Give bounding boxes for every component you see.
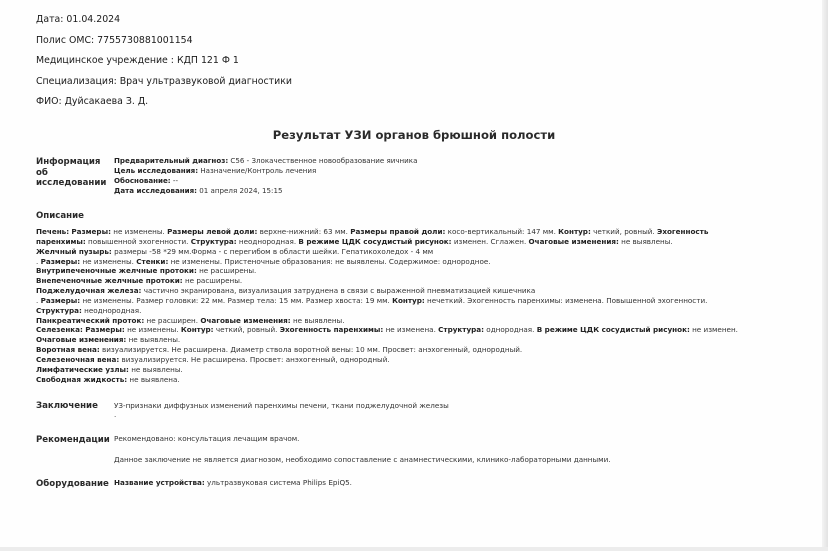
specialization: Специализация: Врач ультразвуковой диагностики (36, 76, 292, 87)
equipment-device: Название устройства: ультразвуковая система Philips EpiQ5. (114, 478, 352, 487)
oms-policy: Полис ОМС: 7755730881001154 (36, 35, 193, 46)
document-title: Результат УЗИ органов брюшной полости (272, 128, 556, 142)
free-fluid: Свободная жидкость: не выявлена. (36, 374, 180, 384)
gallbladder-line-2: . Размеры: не изменены. Стенки: не изменены. Пристеночные образования: не выявлены. Содержимое: однородное. (36, 256, 491, 266)
spleen-focal-changes: Очаговые изменения: не выявлены. (36, 335, 181, 345)
extrahepatic-ducts: Внепеченочные желчные протоки: не расширены. (36, 276, 243, 286)
recommendations-label: Рекомендации (36, 435, 110, 445)
info-section (114, 156, 417, 196)
description-body (36, 227, 816, 385)
liver-line-2: паренхимы: повышенной эхогенности. Структура: неоднородная. В режиме ЦДК сосудистый рисунок: изменен. Сглажен. Очаговые изменения: не выявлены. (36, 236, 673, 246)
equipment-label: Оборудование (36, 479, 109, 489)
recommendations-text: Рекомендовано: консультация лечащим врачом. (114, 434, 300, 443)
lymph-nodes: Лимфатические узлы: не выявлены. (36, 364, 183, 374)
intrahepatic-ducts: Внутрипеченочные желчные протоки: не расширены. (36, 266, 257, 276)
pancreas-structure: Структура: неоднородная. (36, 305, 142, 315)
page-edge-bottom (0, 547, 828, 551)
info-section-label: Информация об исследовании (36, 157, 107, 188)
study-basis: Обоснование: -- (114, 176, 179, 185)
liver-line-1: Печень: Размеры: не изменены. Размеры левой доли: верхне-нижний: 63 мм. Размеры правой доли: косо-вертикальный: 147 мм. Контур: четкий, ровный. Эхогенность (36, 227, 709, 236)
patient-name: ФИО: Дуйсакаева З. Д. (36, 96, 149, 107)
conclusion-label: Заключение (36, 401, 98, 411)
spleen-line-1: Селезенка: Размеры: не изменены. Контур: четкий, ровный. Эхогенность паренхимы: не изменена. Структура: однородная. В режиме ЦДК сосудистый рисунок: не изменен. (36, 325, 738, 335)
description-label: Описание (36, 211, 84, 221)
study-goal: Цель исследования: Назначение/Контроль лечения (114, 166, 317, 175)
splenic-vein: Селезеночная вена: визуализируется. Не расширена. Просвет: анэхогенный, однородный. (36, 354, 390, 364)
portal-vein: Воротная вена: визуализируется. Не расширена. Диаметр ствола воротной вены: 10 мм. Просвет: анэхогенный, однородный. (36, 345, 523, 355)
study-date: Дата исследования: 01 апреля 2024, 15:15 (114, 186, 283, 195)
conclusion-dot: . (114, 410, 117, 419)
pancreas-line-2: . Размеры: не изменены. Размер головки: 22 мм. Размер тела: 15 мм. Размер хвоста: 19 мм. Контур: нечеткий. Эхогенность паренхимы: изменена. Повышенной эхогенности. (36, 295, 708, 305)
pancreas-line-1: Поджелудочная железа: частично экранирована, визуализация затруднена в связи с выраженной пневматизацией кишечника (36, 286, 536, 296)
preliminary-diagnosis: Предварительный диагноз: C56 - Злокачественное новообразование яичника (114, 156, 418, 165)
medical-institution: Медицинское учреждение : КДП 121 Ф 1 (36, 55, 239, 66)
visit-date: Дата: 01.04.2024 (36, 14, 121, 25)
gallbladder-line-1: Желчный пузырь: размеры -58 *29 мм.Форма - с перегибом в области шейки. Гепатикохоледох - 4 мм (36, 246, 434, 256)
disclaimer-text: Данное заключение не является диагнозом, необходимо сопоставление с анамнестическими, клинико-лабораторными данными. (114, 455, 611, 464)
pancreatic-duct: Панкреатический проток: не расширен. Очаговые изменения: не выявлены. (36, 315, 345, 325)
page-edge-right (822, 0, 828, 551)
conclusion-text: УЗ-признаки диффузных изменений паренхимы печени, ткани поджелудочной железы (114, 401, 449, 410)
